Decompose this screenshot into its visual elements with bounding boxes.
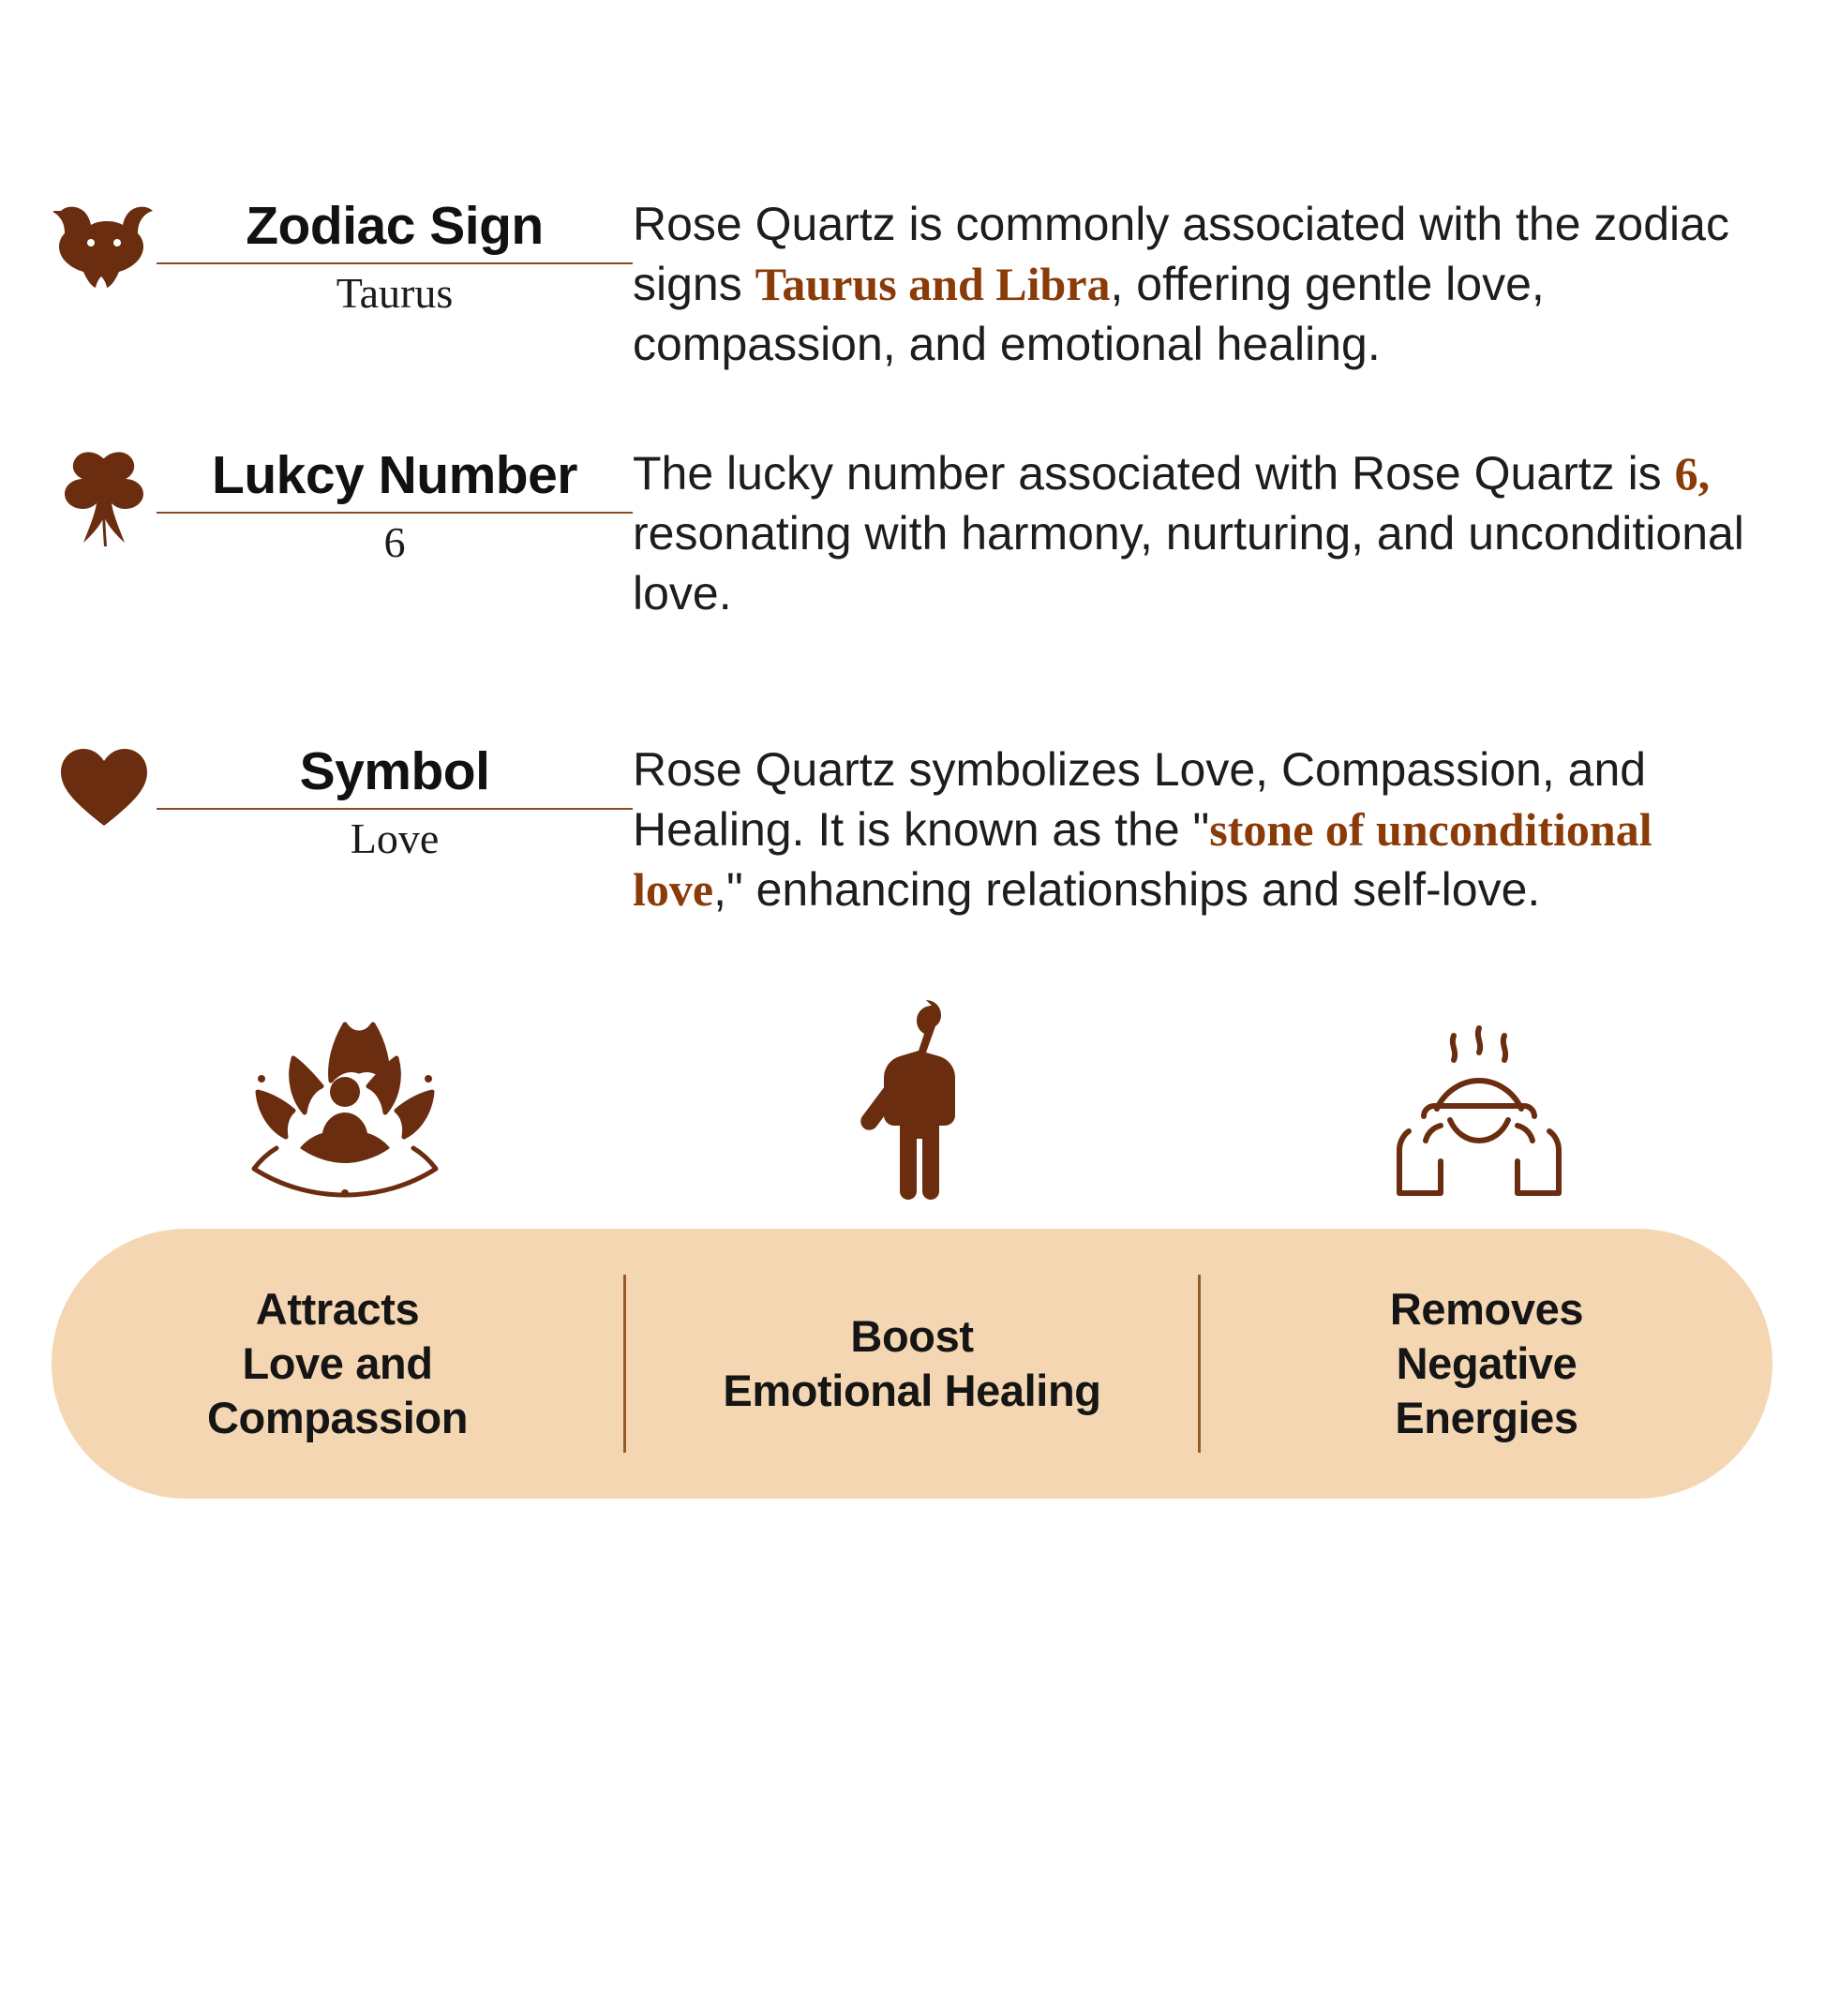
heart-icon bbox=[52, 743, 157, 828]
attribute-row-zodiac-sign bbox=[52, 192, 1772, 374]
attribute-description-zodiac: Rose Quartz is commonly associated with the zodiac signs Taurus and Libra, offering gentle love, compassion, and emotional healing. bbox=[633, 198, 1729, 370]
attribute-left-lucky bbox=[52, 441, 633, 567]
divider bbox=[157, 262, 633, 264]
raised-fist-person-icon bbox=[628, 993, 1195, 1208]
benefit-icons-row bbox=[52, 993, 1772, 1208]
attribute-title: Zodiac Sign bbox=[246, 196, 544, 256]
benefit-label-1: Attracts Love and Compassion bbox=[206, 1283, 469, 1443]
attribute-left-symbol bbox=[52, 738, 633, 863]
attribute-labels-zodiac bbox=[157, 198, 633, 318]
attribute-description-symbol: Rose Quartz symbolizes Love, Compassion, and Healing. It is known as the "stone of unconditional love," enhancing relationships and self-love. bbox=[633, 743, 1652, 916]
attribute-value: Taurus bbox=[336, 269, 454, 318]
benefits-bar bbox=[52, 1229, 1772, 1499]
clover-icon bbox=[52, 447, 157, 550]
attribute-left-zodiac bbox=[52, 192, 633, 318]
attribute-labels-symbol bbox=[157, 743, 633, 863]
smudging-hands-icon bbox=[1196, 993, 1763, 1208]
attribute-row-lucky-number bbox=[52, 441, 1772, 623]
attribute-title: Lukcy Number bbox=[212, 445, 577, 505]
attribute-row-symbol bbox=[52, 738, 1772, 919]
bull-icon bbox=[52, 198, 157, 288]
lotus-meditation-icon bbox=[61, 993, 628, 1208]
attribute-value: Love bbox=[350, 814, 440, 863]
attribute-labels-lucky bbox=[157, 447, 633, 567]
divider bbox=[157, 808, 633, 810]
divider bbox=[157, 512, 633, 514]
infographic-page bbox=[0, 192, 1824, 2016]
attribute-title: Symbol bbox=[299, 741, 490, 801]
benefit-label-2: Boost Emotional Healing bbox=[723, 1310, 1101, 1415]
benefit-label-3: Removes Negative Energies bbox=[1389, 1283, 1584, 1443]
attribute-description-lucky: The lucky number associated with Rose Quartz is 6, resonating with harmony, nurturing, and unconditional love. bbox=[633, 447, 1744, 620]
attribute-value: 6 bbox=[383, 518, 406, 567]
